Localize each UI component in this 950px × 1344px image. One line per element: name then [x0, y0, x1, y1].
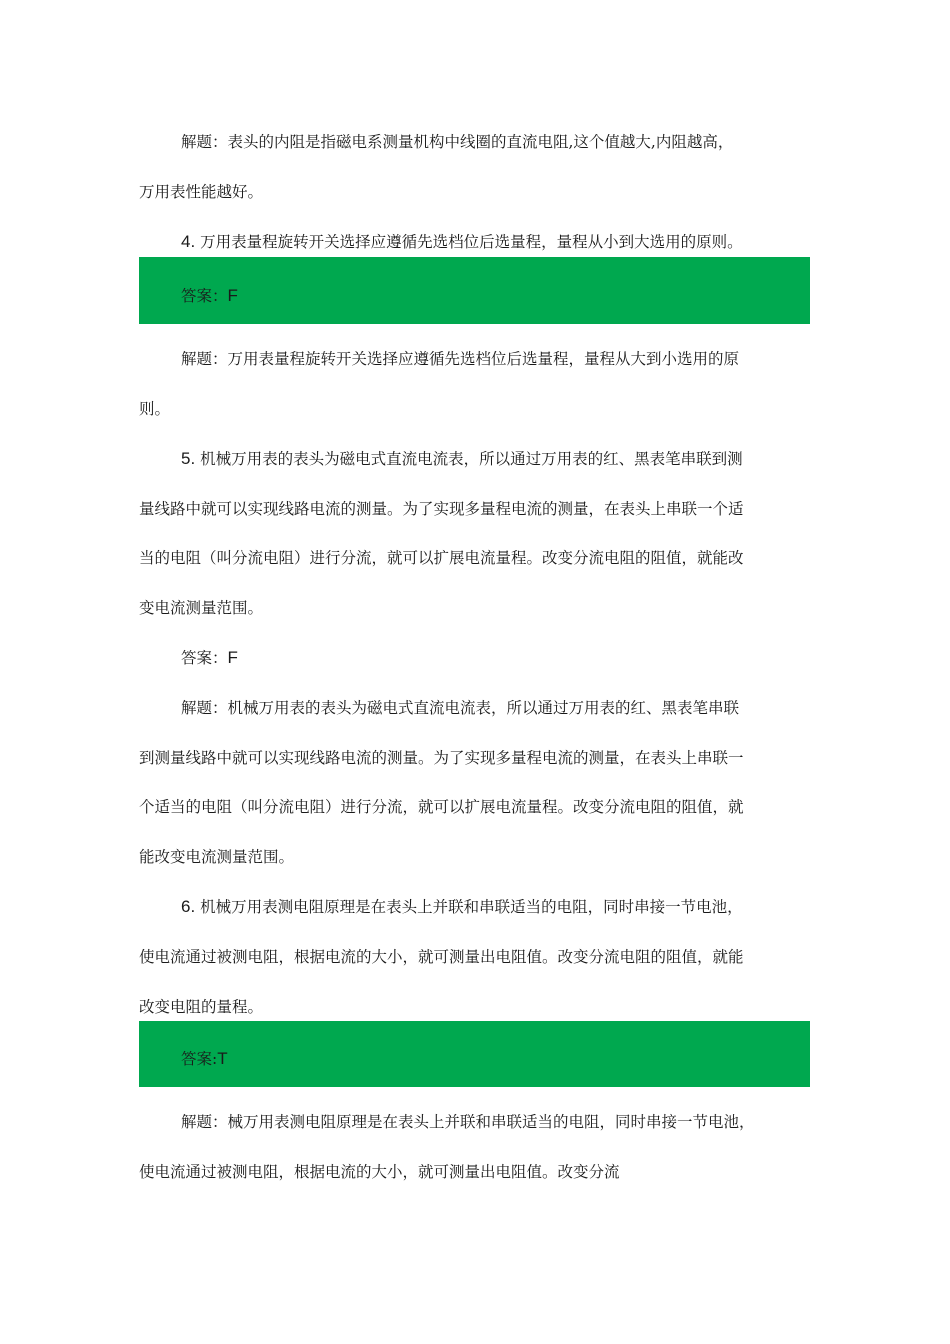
explanation-line: 个适当的电阻（叫分流电阻）进行分流，就可以扩展电流量程。改变分流电阻的阻值，就	[139, 798, 744, 816]
explanation-line: 解题：械万用表测电阻原理是在表头上并联和串联适当的电阻，同时串接一节电池，	[181, 1113, 755, 1131]
answer-label: 答案：	[181, 649, 228, 667]
explanation-line: 到测量线路中就可以实现线路电流的测量。为了实现多量程电流的测量，在表头上串联一	[139, 749, 744, 767]
explanation-line: 解题：机械万用表的表头为磁电式直流电流表，所以通过万用表的红、黑表笔串联	[181, 699, 740, 717]
question-line: 机械万用表的表头为磁电式直流电流表，所以通过万用表的红、黑表笔串联到测	[200, 450, 743, 468]
answer-label: 答案：	[181, 287, 228, 305]
question-6-text	[181, 896, 743, 918]
question-number: 6.	[181, 897, 196, 916]
explanation-line: 则。	[139, 400, 171, 418]
explanation-line: 万用表性能越好。	[139, 183, 264, 201]
explanation-line: 使电流通过被测电阻，根据电流的大小，就可测量出电阻值。改变分流	[139, 1163, 620, 1181]
question-line: 改变电阻的量程。	[139, 998, 264, 1016]
explanation-line: 解题：万用表量程旋转开关选择应遵循先选档位后选量程，量程从大到小选用的原	[181, 350, 740, 368]
answer-value: T	[217, 1049, 228, 1068]
question-line: 使电流通过被测电阻，根据电流的大小，就可测量出电阻值。改变分流电阻的阻值，就能	[139, 948, 744, 966]
explanation-line: 能改变电流测量范围。	[139, 848, 295, 866]
question-number: 5.	[181, 449, 196, 468]
question-line: 万用表量程旋转开关选择应遵循先选档位后选量程，量程从小到大选用的原则。	[200, 233, 743, 251]
answer-value: F	[227, 286, 238, 305]
answer-4	[181, 285, 238, 307]
answer-6	[181, 1048, 228, 1070]
answer-value: F	[227, 648, 238, 667]
answer-label: 答案:	[181, 1050, 218, 1068]
question-number: 4.	[181, 232, 196, 251]
answer-highlight-band	[139, 257, 810, 324]
answer-highlight-band	[139, 1021, 810, 1087]
answer-5	[181, 647, 238, 669]
question-line: 机械万用表测电阻原理是在表头上并联和串联适当的电阻，同时串接一节电池，	[200, 898, 743, 916]
question-line: 当的电阻（叫分流电阻）进行分流，就可以扩展电流量程。改变分流电阻的阻值，就能改	[139, 549, 744, 567]
question-line: 量线路中就可以实现线路电流的测量。为了实现多量程电流的测量，在表头上串联一个适	[139, 500, 744, 518]
question-line: 变电流测量范围。	[139, 599, 264, 617]
question-5-text	[181, 448, 743, 470]
question-4-text	[181, 231, 743, 253]
explanation-line: 解题：表头的内阻是指磁电系测量机构中线圈的直流电阻,这个值越大,内阻越高，	[181, 133, 734, 151]
